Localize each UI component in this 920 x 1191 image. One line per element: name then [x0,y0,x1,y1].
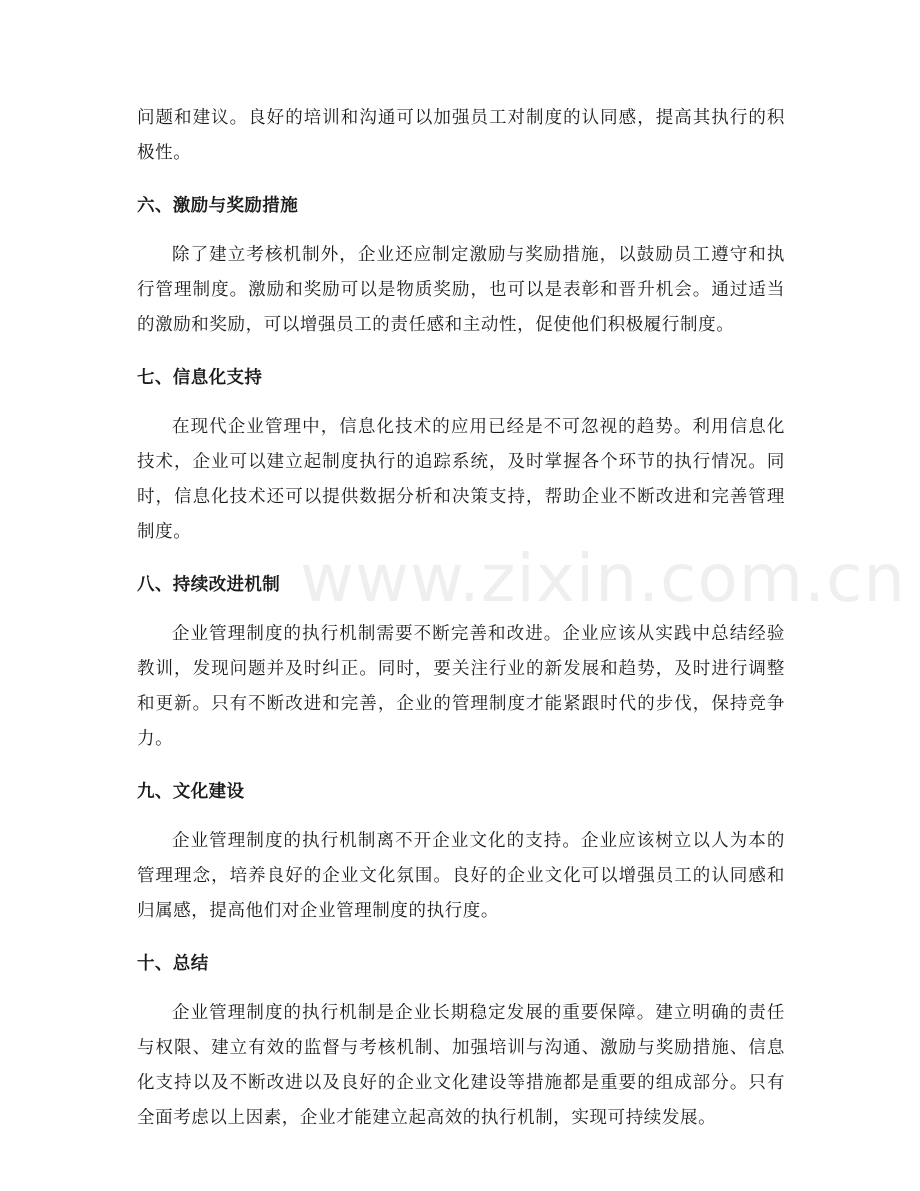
intro-paragraph: 问题和建议。良好的培训和沟通可以加强员工对制度的认同感，提高其执行的积极性。 [137,108,785,163]
section-heading-8: 八、持续改进机制 [137,575,281,595]
section-paragraph-7: 在现代企业管理中，信息化技术的应用已经是不可忽视的趋势。利用信息化技术，企业可以建立起制度执行的追踪系统，及时掌握各个环节的执行情况。同时，信息化技术还可以提供数据分析和决策支持，帮助企业不断改进和完善管理制度。 [137,417,785,542]
watermark-text: www.zixin.com.cn [300,540,907,617]
section-paragraph-10: 企业管理制度的执行机制是企业长期稳定发展的重要保障。建立明确的责任与权限、建立有效的监督与考核机制、加强培训与沟通、激励与奖励措施、信息化支持以及不断改进以及良好的企业文化建设等措施都是重要的组成部分。只有全面考虑以上因素，企业才能建立起高效的执行机制，实现可持续发展。 [137,1003,785,1128]
section-heading-6: 六、激励与奖励措施 [137,196,299,216]
section-paragraph-8: 企业管理制度的执行机制需要不断完善和改进。企业应该从实践中总结经验教训，发现问题并及时纠正。同时，要关注行业的新发展和趋势，及时进行调整和更新。只有不断改进和完善，企业的管理制度才能紧跟时代的步伐，保持竞争力。 [137,624,785,749]
section-heading-9: 九、文化建设 [137,782,245,802]
section-heading-10: 十、总结 [137,954,209,974]
section-heading-7: 七、信息化支持 [137,368,263,388]
document-body [137,101,785,1136]
section-paragraph-9: 企业管理制度的执行机制离不开企业文化的支持。企业应该树立以人为本的管理理念，培养良好的企业文化氛围。良好的企业文化可以增强员工的认同感和归属感，提高他们对企业管理制度的执行度。 [137,831,785,921]
section-paragraph-6: 除了建立考核机制外，企业还应制定激励与奖励措施，以鼓励员工遵守和执行管理制度。激励和奖励可以是物质奖励，也可以是表彰和晋升机会。通过适当的激励和奖励，可以增强员工的责任感和主动性，促使他们积极履行制度。 [137,245,785,335]
